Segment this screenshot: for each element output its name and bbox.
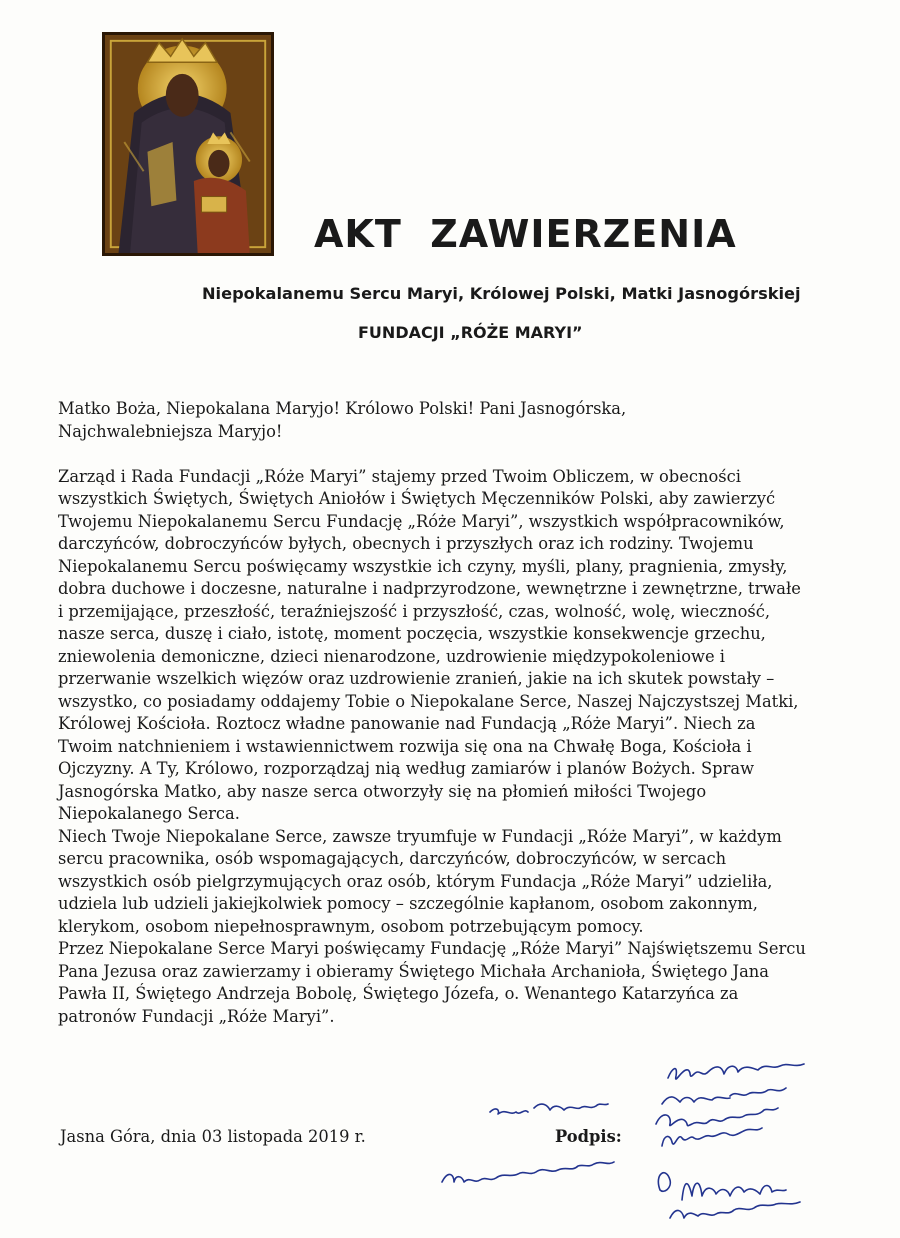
signature-mark (658, 1173, 786, 1200)
signature-mark (662, 1128, 762, 1146)
body-line: i przemijające, przeszłość, teraźniejszość i przyszłość, czas, wolność, wolę, wieczność, (58, 601, 771, 621)
body-line: nasze serca, duszę i ciało, istotę, moment poczęcia, wszystkie konsekwencje grzechu, (58, 624, 766, 643)
body-line: Jasnogórska Matko, aby nasze serca otworzyły się na płomień miłości Twojego (58, 781, 707, 801)
body-line: Niech Twoje Niepokalane Serce, zawsze tryumfuje w Fundacji „Róże Maryi”, w każdym (58, 826, 782, 846)
foundation-name: FUNDACJI „RÓŻE MARYI” (358, 323, 583, 342)
body-text (58, 398, 858, 1028)
body-line: udziela lub udzieli jakiejkolwiek pomocy – szczególnie kapłanom, osobom zakonnym, (58, 894, 758, 913)
paragraph-gap (58, 443, 858, 466)
handwritten-signatures (430, 1050, 890, 1230)
body-line: wszystkich Świętych, Świętych Aniołów i Świętych Męczenników Polski, aby zawierzyć (58, 489, 776, 508)
body-line: Przez Niepokalane Serce Maryi poświęcamy Fundację „Róże Maryi” Najświętszemu Sercu (58, 939, 806, 958)
body-line: Królowej Kościoła. Roztocz władne panowanie nad Fundacją „Róże Maryi”. Niech za (58, 714, 756, 733)
body-line: Ojczyzny. A Ty, Królowo, rozporządzaj nią według zamiarów i planów Bożych. Spraw (58, 759, 755, 778)
signature-mark (662, 1088, 786, 1104)
body-line: Najchwalebniejsza Maryjo! (58, 421, 283, 441)
body-line: zniewolenia demoniczne, dzieci nienarodzone, uzdrowienie międzypokoleniowe i (58, 646, 725, 666)
body-line: Matko Boża, Niepokalana Maryjo! Królowo Polski! Pani Jasnogórska, (58, 399, 627, 418)
place-date: Jasna Góra, dnia 03 listopada 2019 r. (60, 1127, 366, 1146)
body-line: sercu pracownika, osób wspomagających, darczyńców, dobroczyńców, w sercach (58, 849, 727, 868)
body-line: Pawła II, Świętego Andrzeja Bobolę, Świętego Józefa, o. Wenantego Katarzyńca za (58, 984, 739, 1003)
body-line: patronów Fundacji „Róże Maryi”. (58, 1006, 335, 1026)
signature-mark (668, 1064, 804, 1079)
body-line: Twojemu Niepokalanemu Sercu Fundację „Róże Maryi”, wszystkich współpracowników, (58, 511, 785, 531)
body-line: Pana Jezusa oraz zawierzamy i obieramy Świętego Michała Archanioła, Świętego Jana (58, 961, 769, 981)
signature-mark (670, 1202, 800, 1218)
body-line: klerykom, osobom niepełnosprawnym, osobom potrzebującym pomocy. (58, 916, 644, 936)
body-line: Twoim natchnieniem i wstawiennictwem rozwija się ona na Chwałę Boga, Kościoła i (58, 736, 752, 756)
body-line: darczyńców, dobroczyńców byłych, obecnych i przyszłych oraz ich rodziny. Twojemu (58, 534, 754, 553)
document-subtitle: Niepokalanemu Sercu Maryi, Królowej Polski, Matki Jasnogórskiej (202, 284, 801, 303)
signature-label: Podpis: (555, 1127, 622, 1146)
body-line: wszystkich osób pielgrzymujących oraz osób, którym Fundacja „Róże Maryi” udzieliła, (58, 871, 773, 891)
body-line: Niepokalanemu Sercu poświęcamy wszystkie ich czyny, myśli, plany, pragnienia, zmysły, (58, 556, 788, 576)
madonna-icon (102, 32, 274, 256)
signature-mark (656, 1108, 778, 1126)
body-line: przerwanie wszelkich więzów oraz uzdrowienie zranień, jakie na ich skutek powstały – (58, 669, 775, 688)
body-line: Zarząd i Rada Fundacji „Róże Maryi” stajemy przed Twoim Obliczem, w obecności (58, 466, 741, 486)
signature-mark (442, 1162, 614, 1182)
signature-mark (490, 1104, 608, 1114)
body-line: Niepokalanego Serca. (58, 804, 240, 823)
body-line: dobra duchowe i doczesne, naturalne i nadprzyrodzone, wewnętrzne i zewnętrzne, trwałe (58, 579, 801, 598)
document-title: AKT ZAWIERZENIA (314, 212, 737, 256)
body-line: wszystko, co posiadamy oddajemy Tobie o Niepokalane Serce, Naszej Najczystszej Matki, (58, 691, 799, 711)
